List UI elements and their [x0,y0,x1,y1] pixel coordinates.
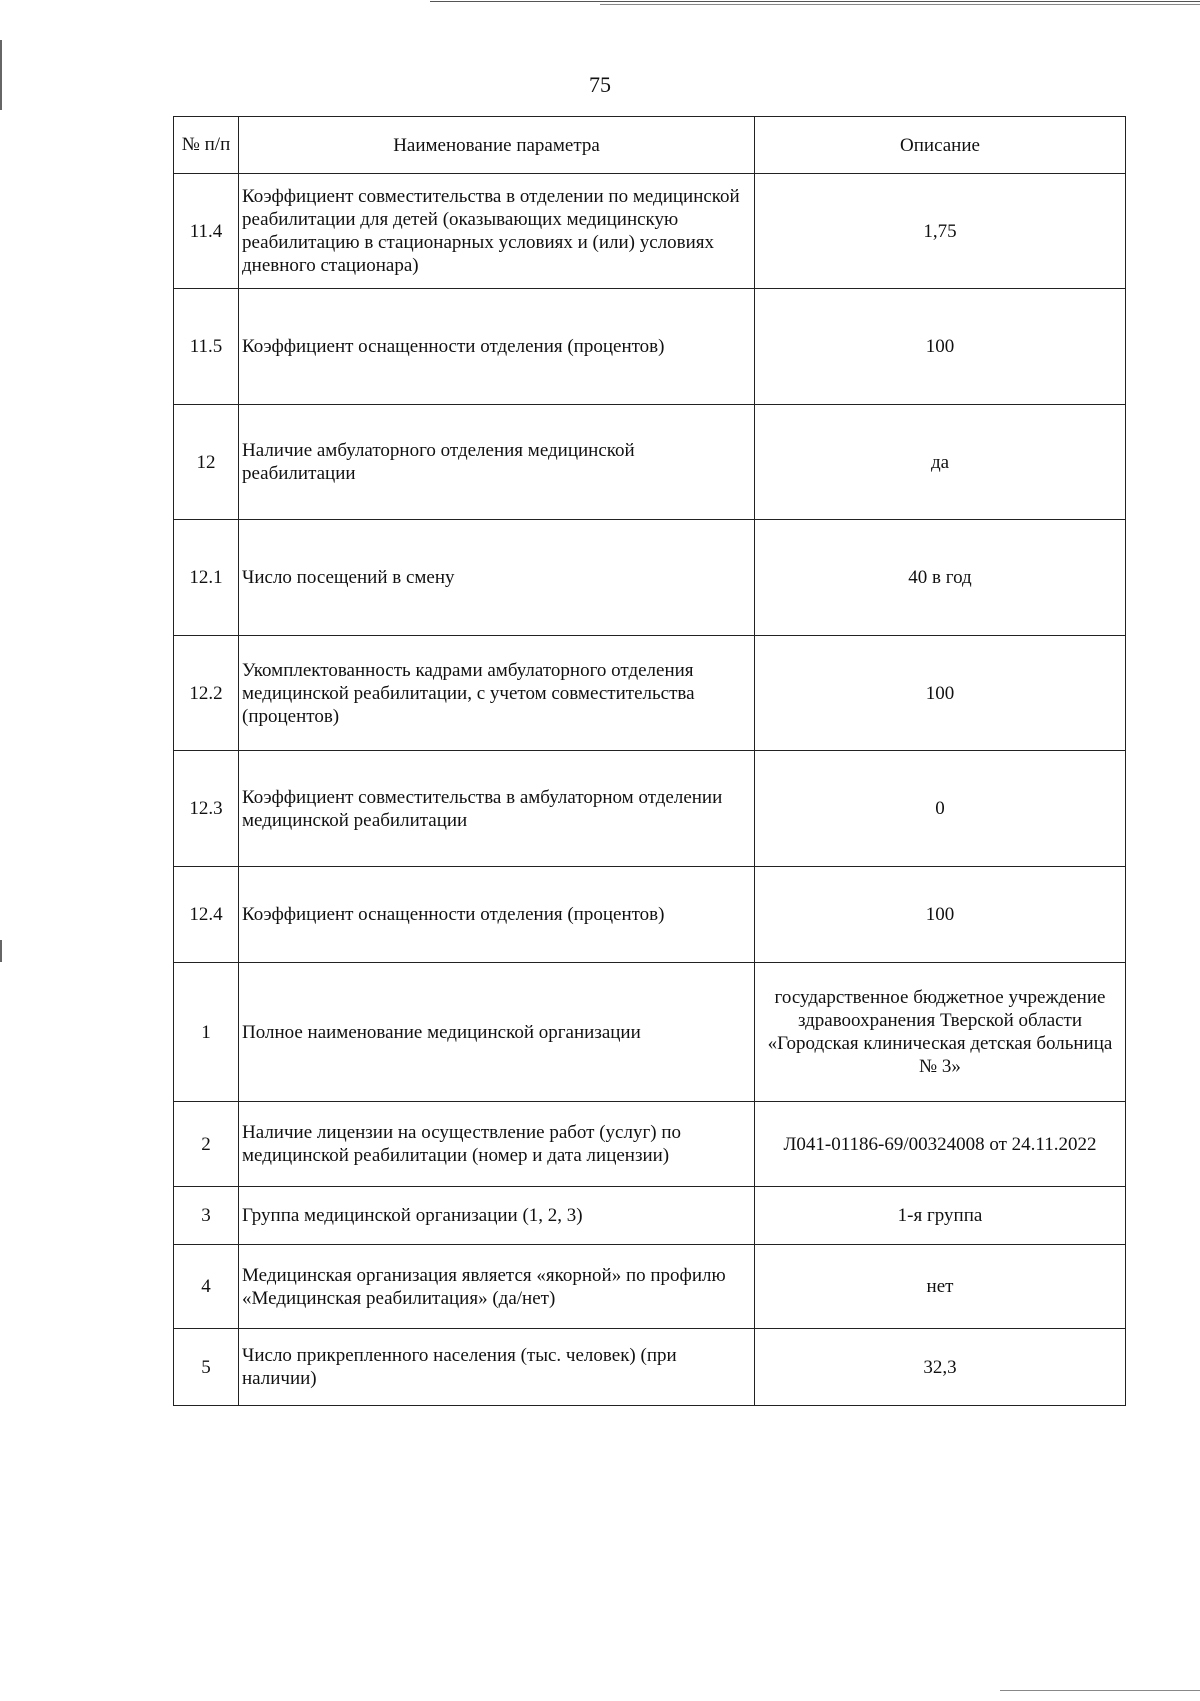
table-row [174,405,1126,520]
table-header-row [174,117,1126,174]
row-parameter-name: Медицинская организация является «якорной» по профилю «Медицинская реабилитация» (да/нет) [239,1245,755,1329]
scan-edge-top [430,1,1200,2]
row-parameter-name: Число посещений в смену [239,520,755,636]
table-row [174,867,1126,963]
row-number: 2 [174,1102,239,1187]
row-number: 12.1 [174,520,239,636]
scan-edge-bottom [1000,1690,1200,1691]
header-number: № п/п [174,117,239,174]
page-number: 75 [589,72,611,97]
row-number: 5 [174,1329,239,1406]
row-description: 32,3 [755,1329,1126,1406]
row-number: 4 [174,1245,239,1329]
row-parameter-name: Полное наименование медицинской организации [239,963,755,1102]
row-parameter-name: Коэффициент оснащенности отделения (процентов) [239,289,755,405]
row-description: государственное бюджетное учреждение здравоохранения Тверской области «Городская клиническая детская больница № 3» [755,963,1126,1102]
row-description: 100 [755,636,1126,751]
row-description: 1,75 [755,174,1126,289]
table-row [174,751,1126,867]
table-row [174,520,1126,636]
table-row [174,1329,1126,1406]
row-number: 12 [174,405,239,520]
row-description: Л041-01186-69/00324008 от 24.11.2022 [755,1102,1126,1187]
row-description: 1-я группа [755,1187,1126,1245]
table-row [174,963,1126,1102]
row-number: 1 [174,963,239,1102]
row-description: 40 в год [755,520,1126,636]
row-description: нет [755,1245,1126,1329]
row-parameter-name: Наличие амбулаторного отделения медицинской реабилитации [239,405,755,520]
table-row [174,1245,1126,1329]
row-description: да [755,405,1126,520]
scan-edge-top-secondary [600,4,1200,5]
row-description: 0 [755,751,1126,867]
row-description: 100 [755,867,1126,963]
scan-edge-left [0,940,2,962]
row-number: 11.4 [174,174,239,289]
table-row [174,174,1126,289]
row-number: 3 [174,1187,239,1245]
row-number: 12.3 [174,751,239,867]
header-parameter-name: Наименование параметра [239,117,755,174]
row-parameter-name: Наличие лицензии на осуществление работ (услуг) по медицинской реабилитации (номер и дата лицензии) [239,1102,755,1187]
table-row [174,636,1126,751]
row-number: 11.5 [174,289,239,405]
parameters-table [173,116,1126,1406]
row-number: 12.4 [174,867,239,963]
header-description: Описание [755,117,1126,174]
row-parameter-name: Укомплектованность кадрами амбулаторного отделения медицинской реабилитации, с учетом совместительства (процентов) [239,636,755,751]
row-description: 100 [755,289,1126,405]
row-parameter-name: Коэффициент оснащенности отделения (процентов) [239,867,755,963]
row-number: 12.2 [174,636,239,751]
row-parameter-name: Коэффициент совместительства в амбулаторном отделении медицинской реабилитации [239,751,755,867]
table-row [174,1187,1126,1245]
table-row [174,1102,1126,1187]
table-row [174,289,1126,405]
row-parameter-name: Коэффициент совместительства в отделении по медицинской реабилитации для детей (оказывающих медицинскую реабилитацию в стационарных условиях и (или) условиях дневного стационара) [239,174,755,289]
row-parameter-name: Число прикрепленного населения (тыс. человек) (при наличии) [239,1329,755,1406]
row-parameter-name: Группа медицинской организации (1, 2, 3) [239,1187,755,1245]
